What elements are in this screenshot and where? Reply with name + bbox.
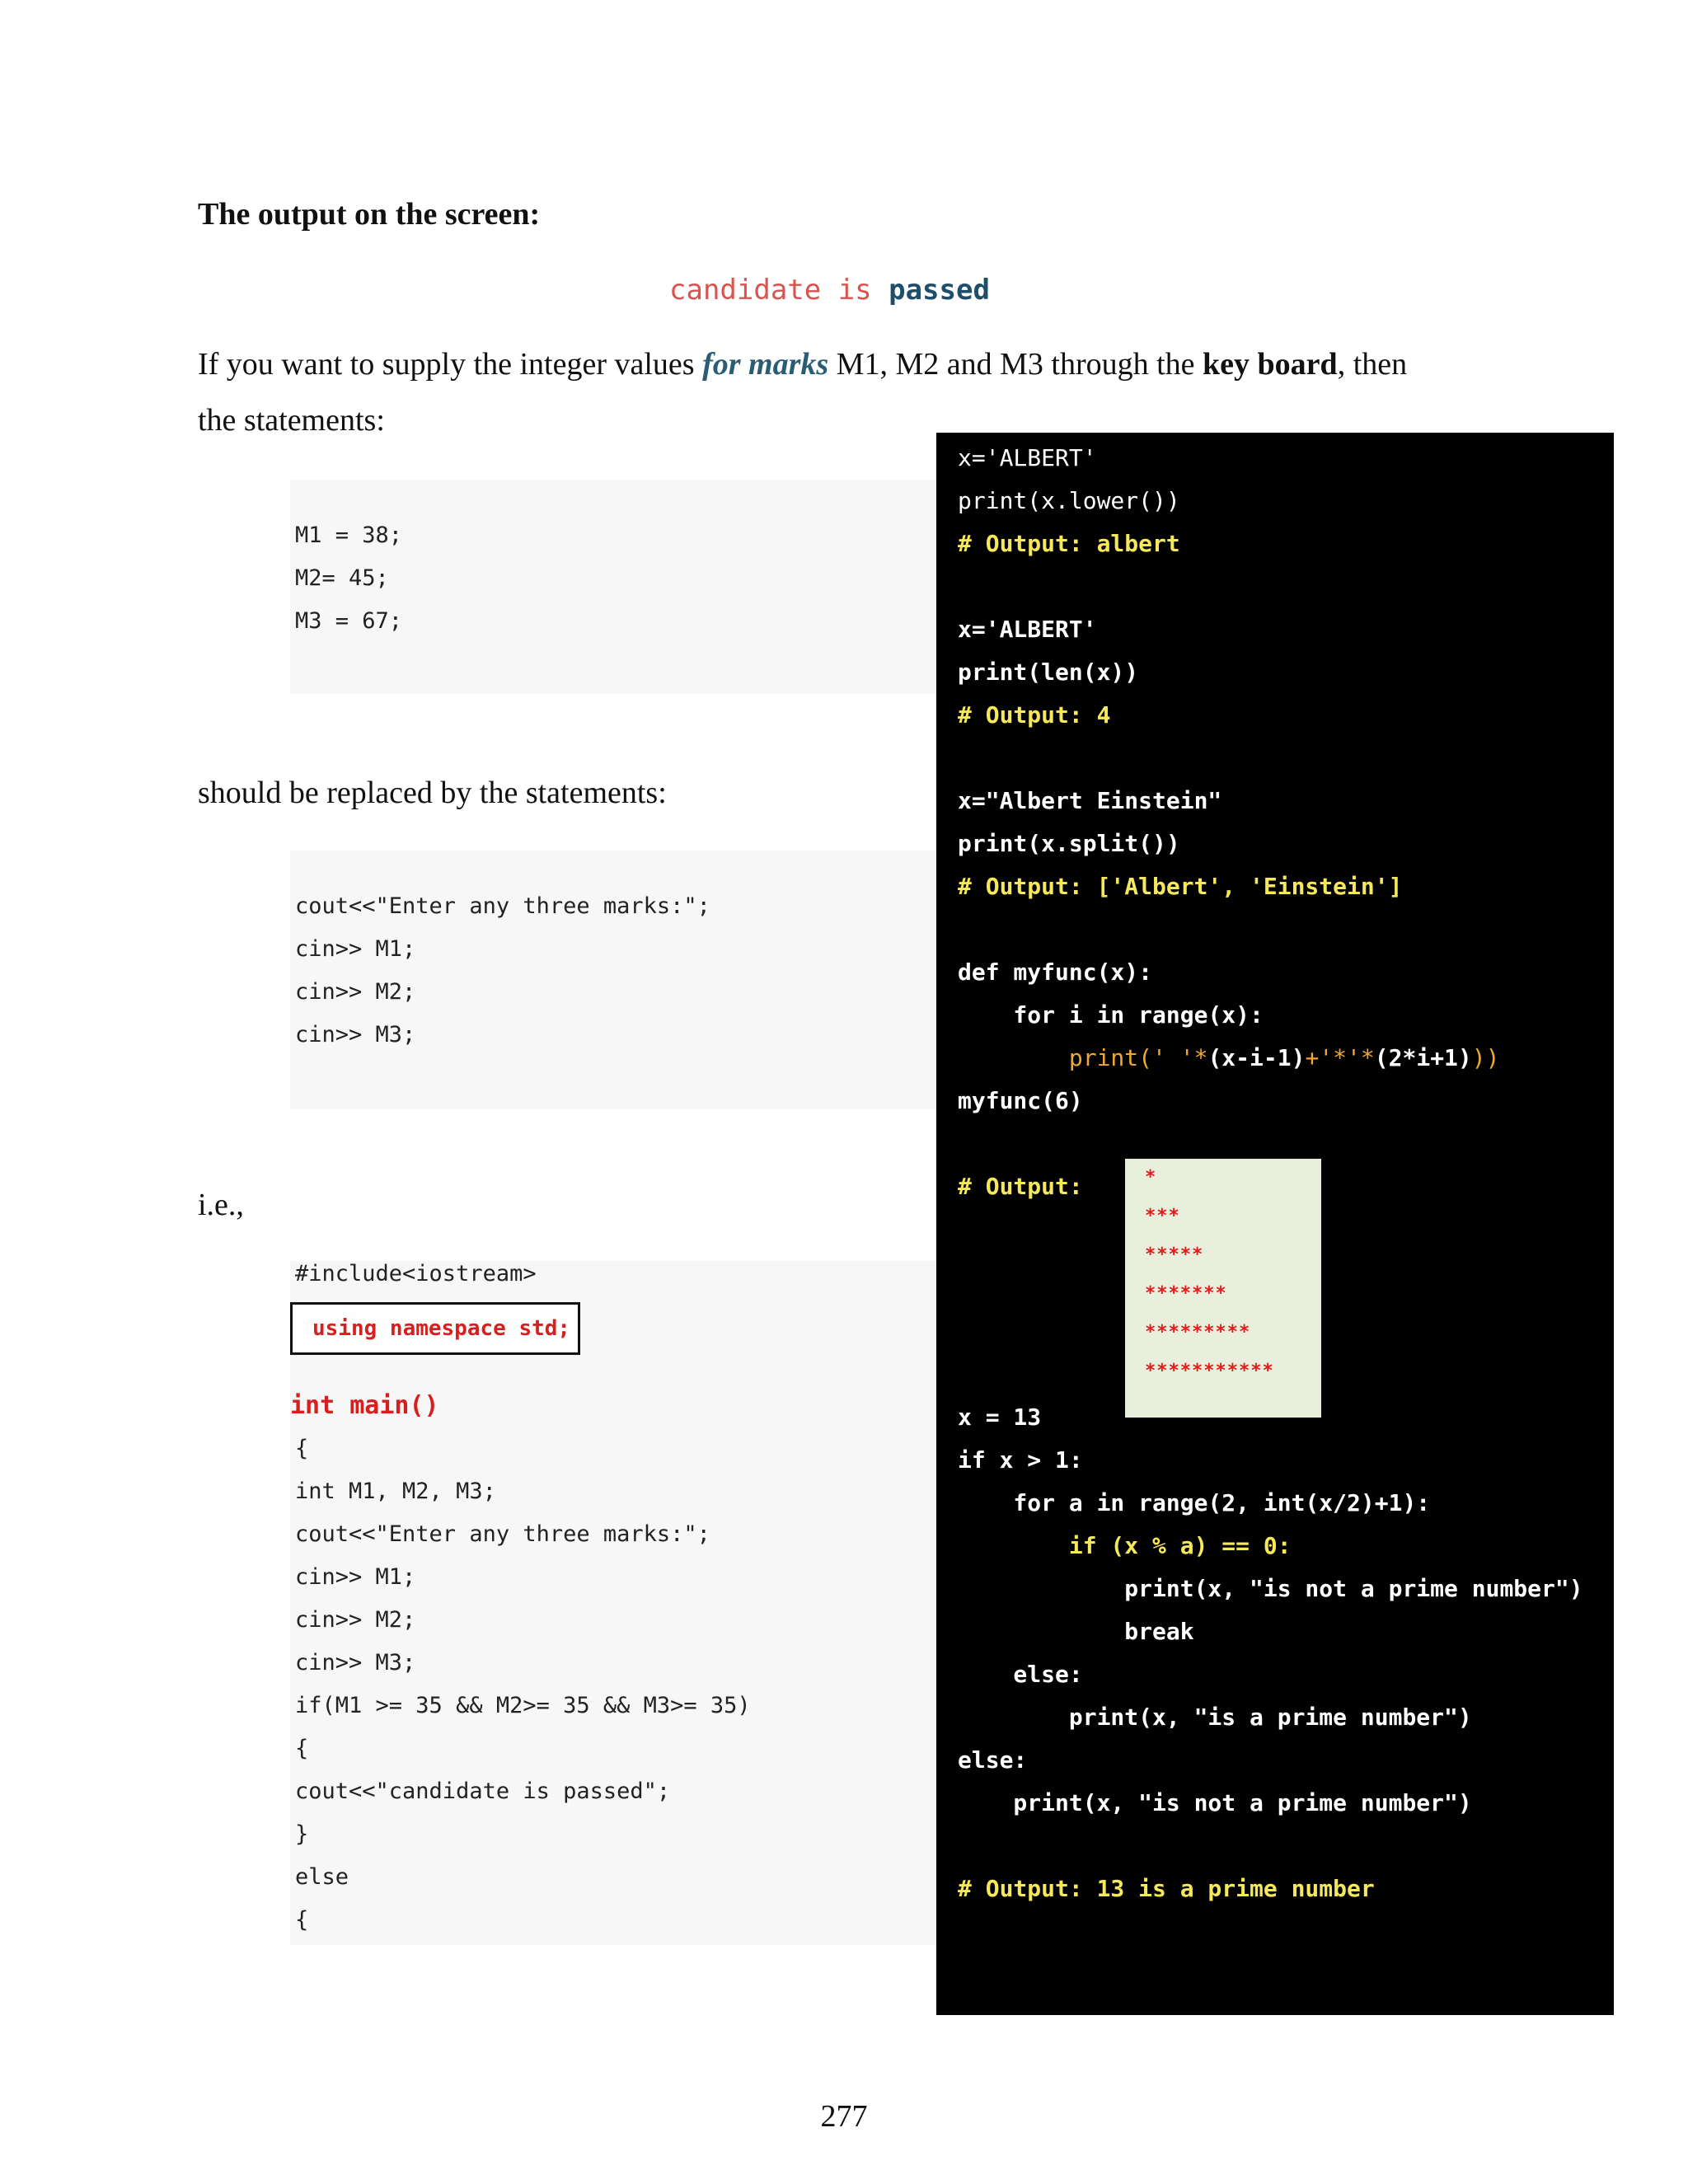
py-comment: # Output: 13 is a prime number <box>958 1875 1375 1902</box>
py-line: break <box>958 1618 1194 1645</box>
code-line: cout<<"Enter any three marks:"; <box>295 893 710 919</box>
code-block-keyboard-input <box>290 851 936 1109</box>
py-line: else: <box>958 1661 1083 1688</box>
star-row: ***** <box>1145 1244 1204 1265</box>
py-line: print(x.split()) <box>958 830 1180 857</box>
py-token: )) <box>1471 1044 1500 1071</box>
code-line-main: int main() <box>290 1391 439 1420</box>
py-line: x = 13 <box>958 1404 1042 1431</box>
py-line: x='ALBERT' <box>958 444 1097 471</box>
py-line: x="Albert Einstein" <box>958 787 1222 814</box>
screen-output-line <box>669 274 990 307</box>
code-line: M1 = 38; <box>295 523 403 548</box>
code-line: cin>> M2; <box>295 979 416 1005</box>
output-text-part1: candidate is <box>669 274 889 307</box>
py-comment: # Output: ['Albert', 'Einstein'] <box>958 873 1403 900</box>
py-line: print(x, "is not a prime number") <box>958 1575 1583 1602</box>
code-line: if(M1 >= 35 && M2>= 35 && M3>= 35) <box>295 1693 751 1718</box>
page-number: 277 <box>820 2099 868 2134</box>
py-line: else: <box>958 1746 1028 1774</box>
code-line: cin>> M1; <box>295 936 416 962</box>
paragraph-intro <box>198 346 1407 382</box>
py-line: print(len(x)) <box>958 658 1139 686</box>
py-token: (x-i-1) <box>1207 1044 1306 1071</box>
python-examples-panel <box>936 433 1614 2015</box>
code-line-include: #include<iostream> <box>295 1261 537 1286</box>
para-text-3: , then <box>1337 347 1408 382</box>
code-line: cin>> M3; <box>295 1650 416 1675</box>
star-row: ******* <box>1145 1283 1227 1304</box>
star-row: *** <box>1145 1206 1180 1226</box>
py-token: print( <box>958 1044 1153 1071</box>
py-comment: # Output: albert <box>958 530 1180 557</box>
py-line-print-stars <box>958 1044 1500 1071</box>
py-line: if x > 1: <box>958 1446 1083 1474</box>
paragraph-replaced: should be replaced by the statements: <box>198 776 667 810</box>
code-block-full-program <box>290 1261 936 1945</box>
para-bold: key board <box>1203 347 1338 382</box>
para-text-2: M1, M2 and M3 through the <box>828 347 1203 382</box>
py-line: print(x, "is not a prime number") <box>958 1789 1472 1816</box>
py-token: (2*i+1) <box>1374 1044 1472 1071</box>
py-line: def myfunc(x): <box>958 958 1153 986</box>
code-line: M3 = 67; <box>295 608 403 634</box>
py-token: +'*'* <box>1305 1044 1375 1071</box>
output-text-part2: passed <box>889 274 990 307</box>
code-line: cout<<"candidate is passed"; <box>295 1779 671 1804</box>
code-line: { <box>295 1736 309 1761</box>
stars-output-box <box>1125 1159 1321 1418</box>
code-line: int M1, M2, M3; <box>295 1479 496 1504</box>
py-line: myfunc(6) <box>958 1087 1083 1114</box>
py-token: ' ' <box>1152 1044 1194 1071</box>
py-comment: # Output: <box>958 1173 1083 1200</box>
py-token: * <box>1193 1044 1208 1071</box>
code-line: { <box>295 1907 309 1933</box>
namespace-highlight-box: using namespace std; <box>290 1302 580 1355</box>
py-line: print(x, "is a prime number") <box>958 1704 1472 1731</box>
py-line: print(x.lower()) <box>958 487 1180 514</box>
code-line: cin>> M1; <box>295 1564 416 1590</box>
star-row: ********* <box>1145 1322 1251 1343</box>
paragraph-intro-line2: the statements: <box>198 403 385 438</box>
star-row: *********** <box>1145 1361 1274 1381</box>
code-line: cin>> M2; <box>295 1607 416 1633</box>
code-block-initial-marks <box>290 480 936 694</box>
code-line: cin>> M3; <box>295 1022 416 1047</box>
code-line: else <box>295 1864 349 1890</box>
code-line: cout<<"Enter any three marks:"; <box>295 1521 710 1547</box>
code-line: } <box>295 1821 309 1847</box>
py-line: for i in range(x): <box>958 1001 1264 1029</box>
section-heading: The output on the screen: <box>198 197 541 232</box>
paragraph-ie: i.e., <box>198 1188 244 1222</box>
py-line: x='ALBERT' <box>958 616 1097 643</box>
py-comment: # Output: 4 <box>958 701 1111 729</box>
py-line: if (x % a) == 0: <box>958 1532 1292 1559</box>
star-row: * <box>1145 1167 1157 1188</box>
py-line: for a in range(2, int(x/2)+1): <box>958 1489 1431 1516</box>
para-emphasis: for marks <box>702 347 829 382</box>
para-text-1: If you want to supply the integer values <box>198 347 703 382</box>
code-line: { <box>295 1436 309 1461</box>
code-line: M2= 45; <box>295 565 389 591</box>
